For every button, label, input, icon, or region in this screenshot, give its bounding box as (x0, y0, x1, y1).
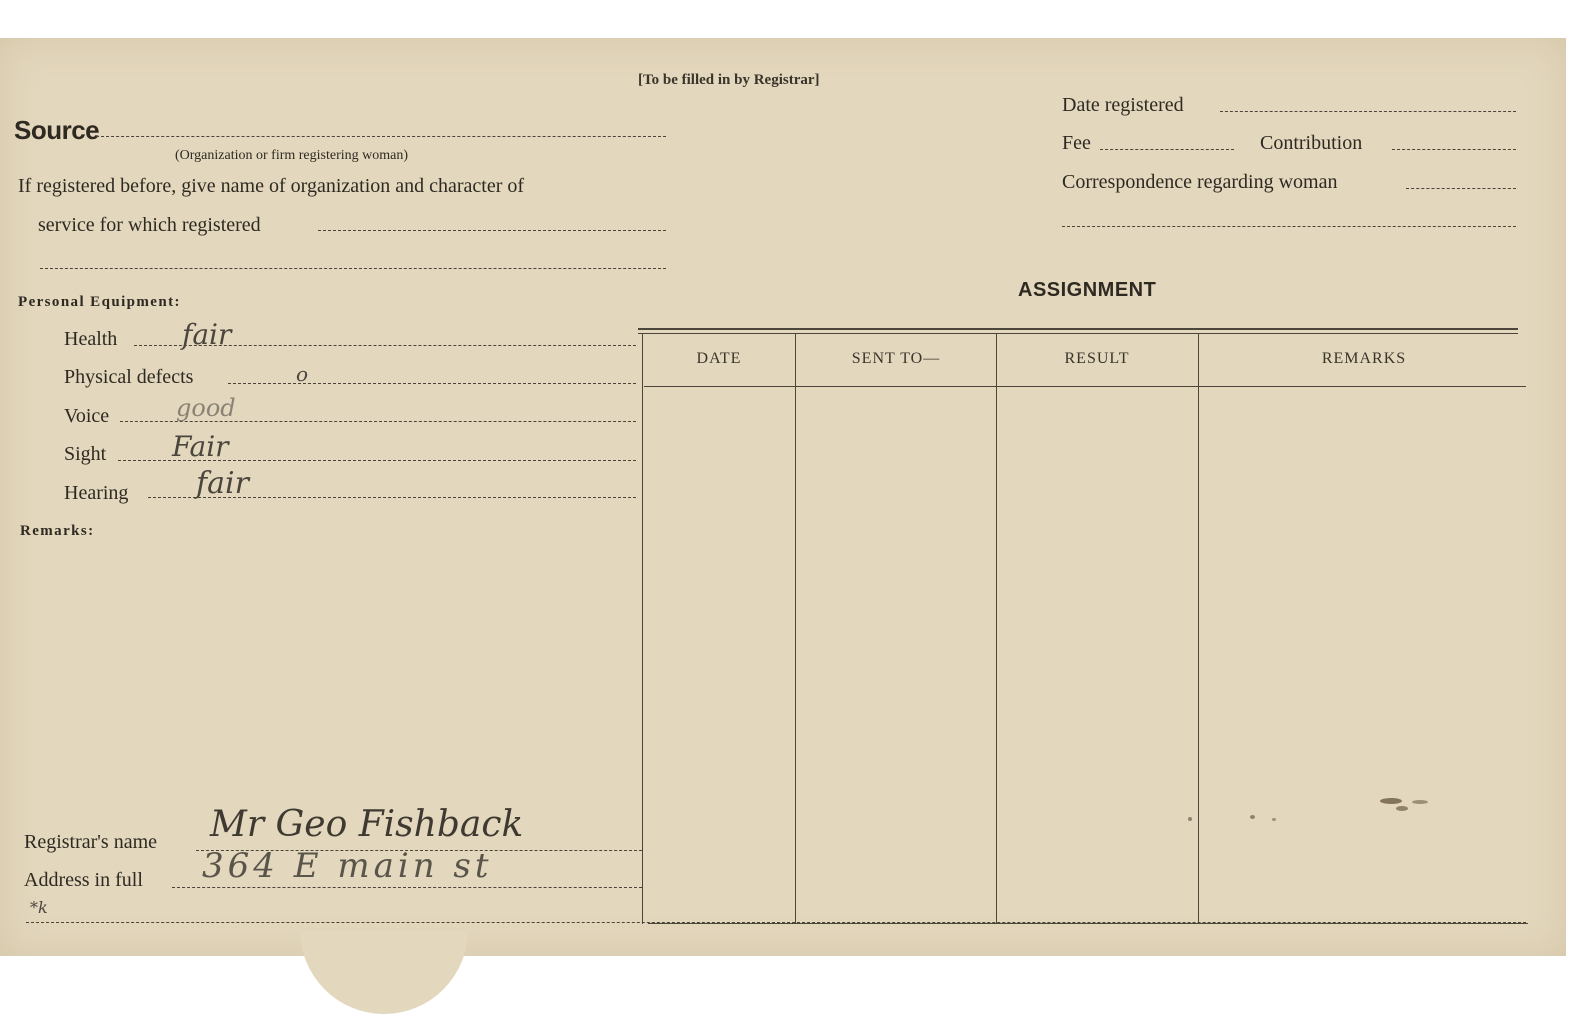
sight-label: Sight (64, 443, 107, 465)
source-label: Source (14, 115, 100, 145)
address-value[interactable]: 364 E main st (202, 846, 493, 886)
date-registered-field-line[interactable] (1220, 111, 1516, 112)
sight-value[interactable]: Fair (172, 430, 229, 463)
registrar-note: [To be filled in by Registrar] (638, 72, 820, 88)
correspondence-field-line[interactable] (1406, 188, 1516, 189)
stain-speck (1272, 818, 1276, 821)
correspondence-label: Correspondence regarding woman (1062, 171, 1338, 193)
fee-label: Fee (1062, 132, 1091, 154)
physical-defects-field-line[interactable] (228, 383, 636, 384)
date-registered-label: Date registered (1062, 94, 1184, 116)
column-header-remarks: REMARKS (1321, 350, 1407, 367)
column-divider-3 (1198, 334, 1199, 924)
voice-label: Voice (64, 405, 110, 427)
hearing-label: Hearing (64, 482, 129, 504)
voice-value[interactable]: good (176, 394, 236, 422)
column-divider-left (642, 334, 643, 924)
contribution-field-line[interactable] (1392, 149, 1516, 150)
registrar-name-value[interactable]: Mr Geo Fishback (210, 804, 524, 845)
column-divider-2 (996, 334, 997, 924)
stain-speck (1396, 806, 1408, 811)
physical-defects-label: Physical defects (64, 366, 194, 388)
column-header-date: DATE (696, 350, 742, 367)
physical-defects-value[interactable]: o (296, 362, 309, 386)
assignment-top-rule-2 (638, 333, 1518, 334)
address-label: Address in full (24, 869, 143, 891)
column-divider-1 (795, 334, 796, 924)
personal-equipment-heading: Personal Equipment: (18, 294, 181, 310)
address-extra-mark: *k (30, 898, 48, 917)
correspondence-field-line-2[interactable] (1062, 226, 1516, 227)
remarks-heading: Remarks: (20, 523, 95, 539)
stain-speck (1250, 815, 1255, 819)
source-caption: (Organization or firm registering woman) (175, 148, 409, 163)
health-label: Health (64, 328, 118, 350)
previous-registration-line1: If registered before, give name of organization and character of (18, 175, 525, 197)
contribution-label: Contribution (1260, 132, 1363, 154)
assignment-bottom-rule (648, 923, 1528, 924)
health-value[interactable]: fair (182, 318, 232, 351)
assignment-top-rule (638, 328, 1518, 330)
stain-speck (1380, 798, 1402, 804)
assignment-title: ASSIGNMENT (1018, 279, 1157, 301)
assignment-header-rule (644, 386, 1526, 387)
column-header-result: RESULT (1064, 350, 1130, 367)
stain-speck (1188, 817, 1192, 821)
previous-service-field-line-2[interactable] (40, 268, 666, 269)
previous-registration-line2: service for which registered (38, 214, 261, 236)
source-field-line[interactable] (96, 136, 666, 137)
card-tab (300, 930, 468, 1014)
address-field-line[interactable] (172, 887, 642, 888)
registrar-name-label: Registrar's name (24, 831, 158, 853)
column-header-sent-to: SENT TO— (851, 350, 941, 367)
stain-speck (1412, 800, 1428, 804)
hearing-value[interactable]: fair (196, 466, 249, 501)
fee-field-line[interactable] (1100, 149, 1234, 150)
previous-service-field-line[interactable] (318, 230, 666, 231)
